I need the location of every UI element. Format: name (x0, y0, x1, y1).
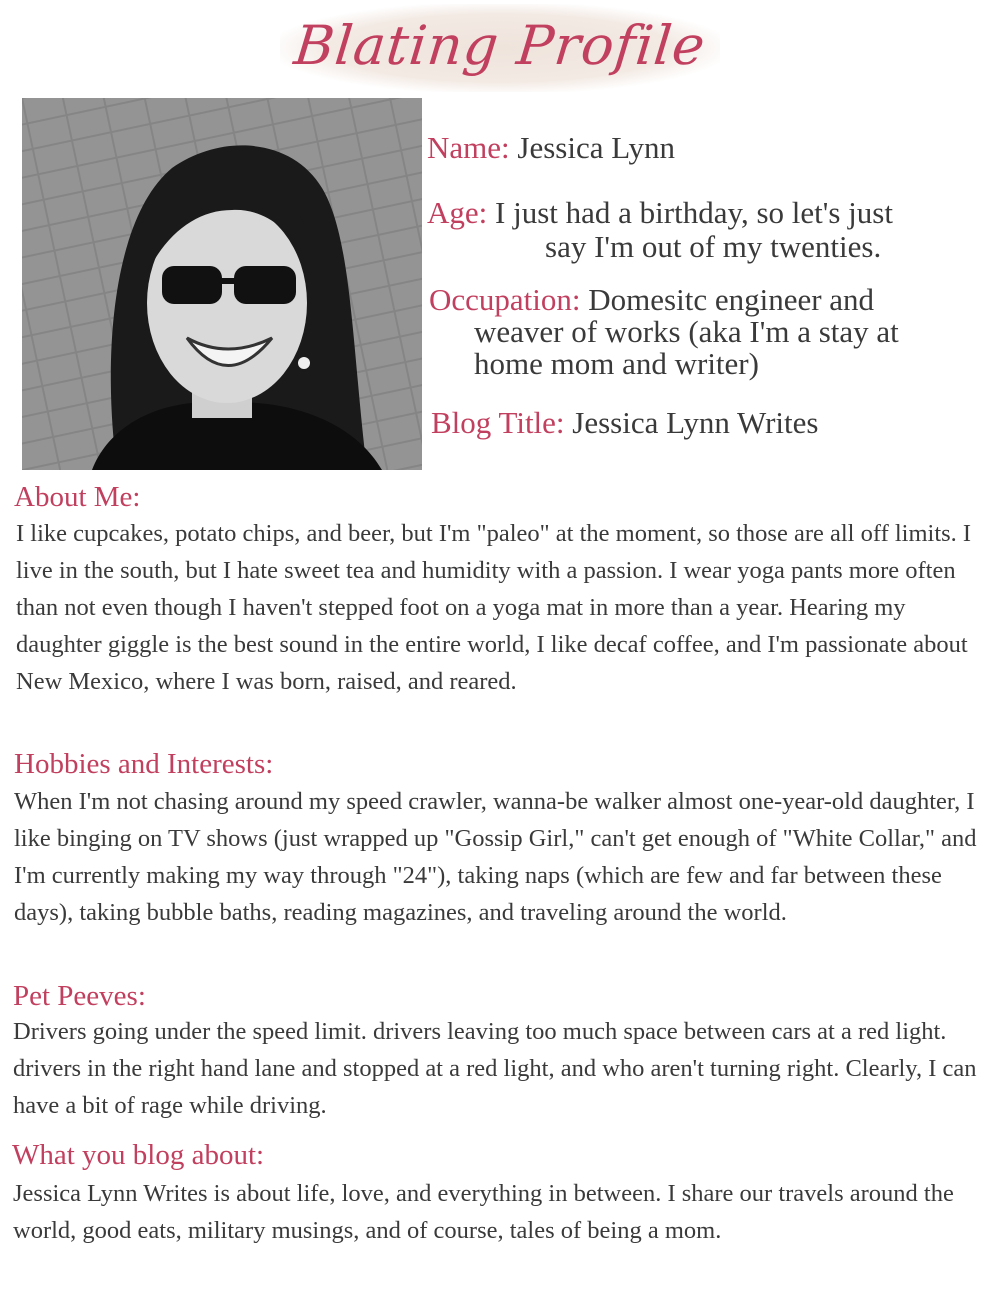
occupation-label: Occupation: (429, 282, 581, 317)
page-title: Blating Profile (291, 14, 709, 77)
blog-about-heading: What you blog about: (12, 1139, 265, 1171)
blog-about-body: Jessica Lynn Writes is about life, love, and everything in between. I share our travels around the world, good eats, military musings, and of course, tales of being a mom. (13, 1180, 954, 1244)
about-heading: About Me: (14, 481, 141, 513)
hobbies-heading: Hobbies and Interests: (14, 748, 274, 780)
hobbies-body: When I'm not chasing around my speed crawler, wanna-be walker almost one-year-old daughter, I like binging on TV shows (just wrapped up "Gossip Girl," can't get enough of "White Collar," and I'm currently making my way through "24"), taking naps (which are few and far between these days), taking bubble baths, reading magazines, and traveling around the world. (14, 788, 977, 926)
occupation-line1: Domesitc engineer and (588, 282, 875, 317)
age-value-line2: say I'm out of my twenties. (545, 229, 882, 264)
profile-photo (22, 98, 422, 470)
name-row (427, 132, 675, 163)
age-row (427, 197, 893, 228)
title-banner (280, 4, 720, 92)
about-body: I like cupcakes, potato chips, and beer, but I'm "paleo" at the moment, so those are all off limits. I live in the south, but I hate sweet tea and humidity with a passion. I wear yoga pants more often than not even though I haven't stepped foot on a yoga mat in more than a year. Hearing my daughter giggle is the best sound in the entire world, I like decaf coffee, and I'm passionate about New Mexico, where I was born, raised, and reared. (16, 520, 972, 695)
pet-peeves-body: Drivers going under the speed limit. drivers leaving too much space between cars at a red light. drivers in the right hand lane and stopped at a red light, and who aren't turning right. Clearly, I can have a bit of rage while driving. (13, 1018, 977, 1119)
occupation-line2: weaver of works (aka I'm a stay at (474, 314, 899, 349)
name-label: Name: (427, 130, 510, 165)
occupation-line3: home mom and writer) (474, 346, 759, 381)
pet-peeves-heading: Pet Peeves: (13, 980, 146, 1012)
blog-title-label: Blog Title: (431, 405, 565, 440)
age-value-line1: I just had a birthday, so let's just (495, 195, 893, 230)
age-label: Age: (427, 195, 488, 230)
occupation-row (429, 284, 874, 315)
blog-title-value: Jessica Lynn Writes (572, 405, 819, 440)
name-value: Jessica Lynn (517, 130, 675, 165)
blog-title-row (431, 407, 818, 438)
